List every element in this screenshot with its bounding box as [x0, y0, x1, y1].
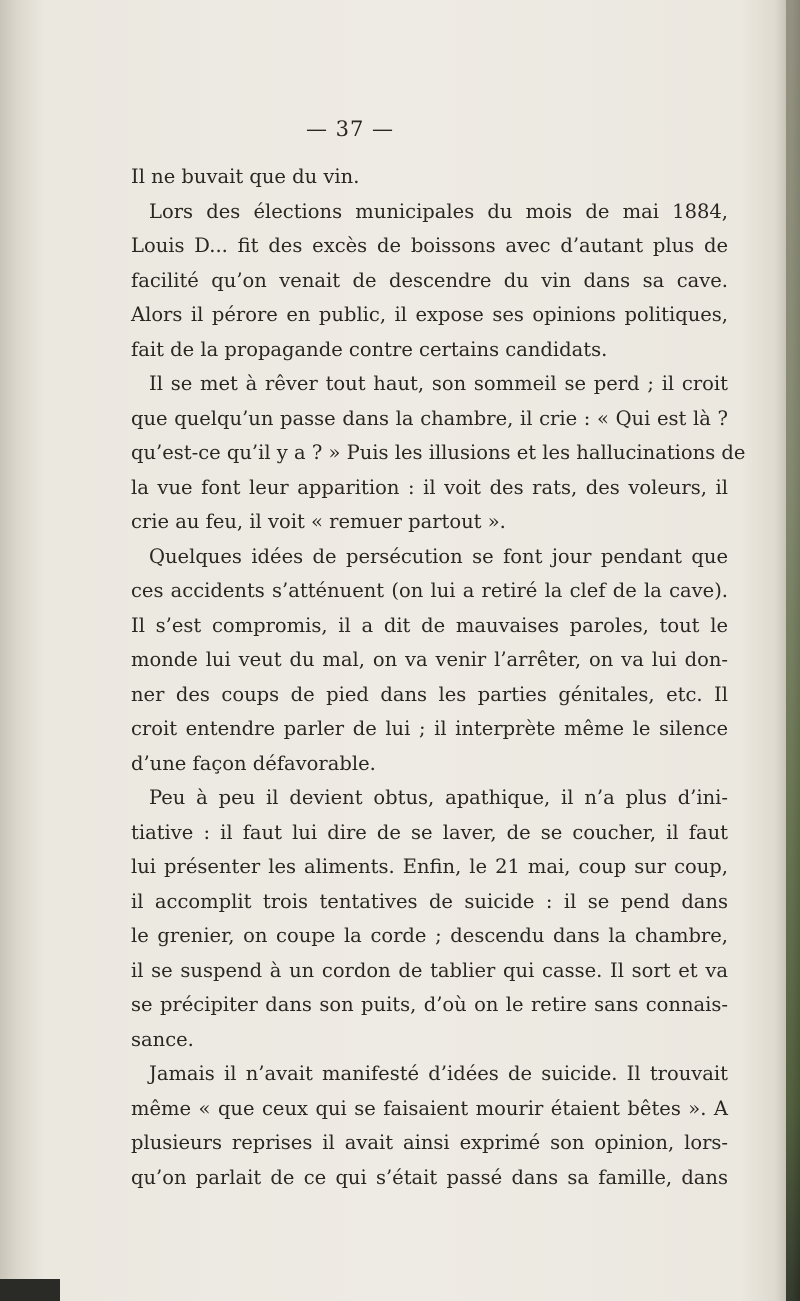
text-line: Lors des élections municipales du mois de mai 1884, — [149, 199, 728, 223]
text-line: que quelqu’un passe dans la chambre, il crie : « Qui est là ? — [131, 406, 728, 430]
text-line: Quelques idées de persécution se font jour pendant que — [149, 544, 728, 568]
text-line: il accomplit trois tentatives de suicide : il se pend dans — [131, 889, 728, 913]
text-line: tiative : il faut lui dire de se laver, de se coucher, il faut — [131, 820, 728, 844]
text-line: crie au feu, il voit « remuer partout ». — [131, 510, 506, 533]
text-line: monde lui veut du mal, on va venir l’arrêter, on va lui don- — [131, 648, 728, 671]
text-line: même « que ceux qui se faisaient mourir étaient bêtes ». A — [131, 1096, 728, 1120]
text-line: plusieurs reprises il avait ainsi exprimé son opinion, lors- — [131, 1131, 728, 1154]
text-line: sance. — [131, 1027, 194, 1051]
page-edge-shadow — [786, 0, 800, 1301]
text-line: Peu à peu il devient obtus, apathique, il n’a plus d’ini- — [149, 786, 728, 809]
text-line: la vue font leur apparition : il voit des rats, des voleurs, il — [131, 475, 728, 499]
text-line: lui présenter les aliments. Enfin, le 21 mai, coup sur coup, — [131, 855, 728, 878]
text-line: se précipiter dans son puits, d’où on le retire sans connais- — [131, 993, 728, 1016]
text-line: Louis D... fit des excès de boissons avec d’autant plus de — [131, 234, 728, 257]
text-line: Alors il pérore en public, il expose ses opinions politiques, — [131, 303, 728, 326]
text-line: facilité qu’on venait de descendre du vin dans sa cave. — [131, 268, 728, 292]
text-line: croit entendre parler de lui ; il interprète même le silence — [131, 717, 728, 740]
text-line: d’une façon défavorable. — [131, 751, 376, 775]
text-line: Jamais il n’avait manifesté d’idées de suicide. Il trouvait — [149, 1062, 728, 1085]
text-line: ner des coups de pied dans les parties génitales, etc. Il — [131, 682, 728, 706]
page-number: — 37 — — [305, 117, 395, 141]
text-line: il se suspend à un cordon de tablier qui casse. Il sort et va — [131, 958, 728, 982]
text-line: ces accidents s’atténuent (on lui a retiré la clef de la cave). — [131, 579, 728, 602]
body-text — [131, 160, 746, 1195]
text-line: Il se met à rêver tout haut, son sommeil se perd ; il croit — [149, 372, 728, 395]
text-line: qu’est-ce qu’il y a ? » Puis les illusions et les hallucinations de — [131, 441, 746, 464]
text-line: Il s’est compromis, il a dit de mauvaises paroles, tout le — [131, 613, 728, 637]
text-line: Il ne buvait que du vin. — [131, 165, 360, 188]
page-corner-shadow — [0, 1279, 60, 1301]
text-line: qu’on parlait de ce qui s’était passé dans sa famille, dans — [131, 1165, 728, 1189]
text-line: fait de la propagande contre certains candidats. — [131, 337, 608, 361]
text-line: le grenier, on coupe la corde ; descendu dans la chambre, — [131, 924, 728, 947]
